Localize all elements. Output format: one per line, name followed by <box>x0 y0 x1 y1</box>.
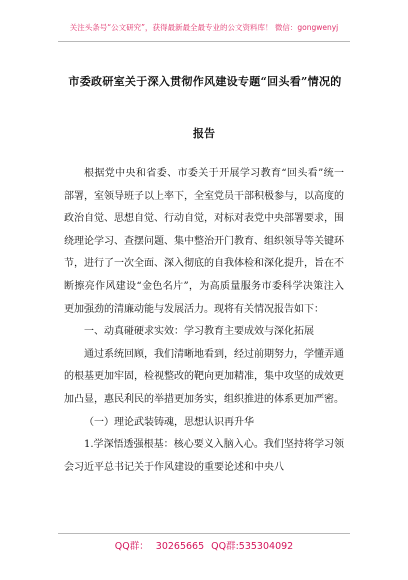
document-subtitle: 报告 <box>193 127 215 140</box>
footer-contact: QQ群： 30265665 QQ群:535304092 <box>114 541 294 552</box>
document-title: 市委政研室关于深入贯彻作风建设专题“回头看”情况的 <box>68 75 342 88</box>
section-heading: 一、动真碰硬求实效：学习教育主要成效与深化拓展 <box>84 326 314 338</box>
header-banner: 关注头条号“公文研究”，获得最新最全最专业的公文资料库！ 微信：gongwenyj <box>69 23 339 32</box>
body-paragraph: 通过系统回顾，我们清晰地看到，经过前期努力，学懂弄通的根基更加牢固，检视整改的靶向更加精准，集中攻坚的成效更加凸显，惠民利民的举措更加务实，组织推进的体系更加严密。 <box>64 348 344 405</box>
subsection-heading: （一）理论武装铸魂，思想认识再升华 <box>84 416 254 428</box>
body-paragraph: 1.学深悟透强根基：核心要义入脑入心。我们坚持将学习领会习近平总书记关于作风建设的重要论述和中央八 <box>64 439 344 473</box>
header-divider <box>58 41 350 42</box>
footer-divider <box>58 533 350 534</box>
document-body <box>64 163 344 479</box>
intro-paragraph: 根据党中央和省委、市委关于开展学习教育“回头看”统一部署，室领导班子以上率下，全室党员干部积极参与，以高度的政治自觉、思想自觉、行动自觉，对标对表党中央部署要求，围绕理论学习、查摆问题、集中整治开门教育、组织领导等关键环节，进行了一次全面、深入彻底的自我体检和深化提升，旨在不断擦亮作风建设“金色名片”，为高质量服务市委科学决策注入更加强劲的清廉动能与发展活力。现将有关情况报告如下： <box>64 168 344 315</box>
